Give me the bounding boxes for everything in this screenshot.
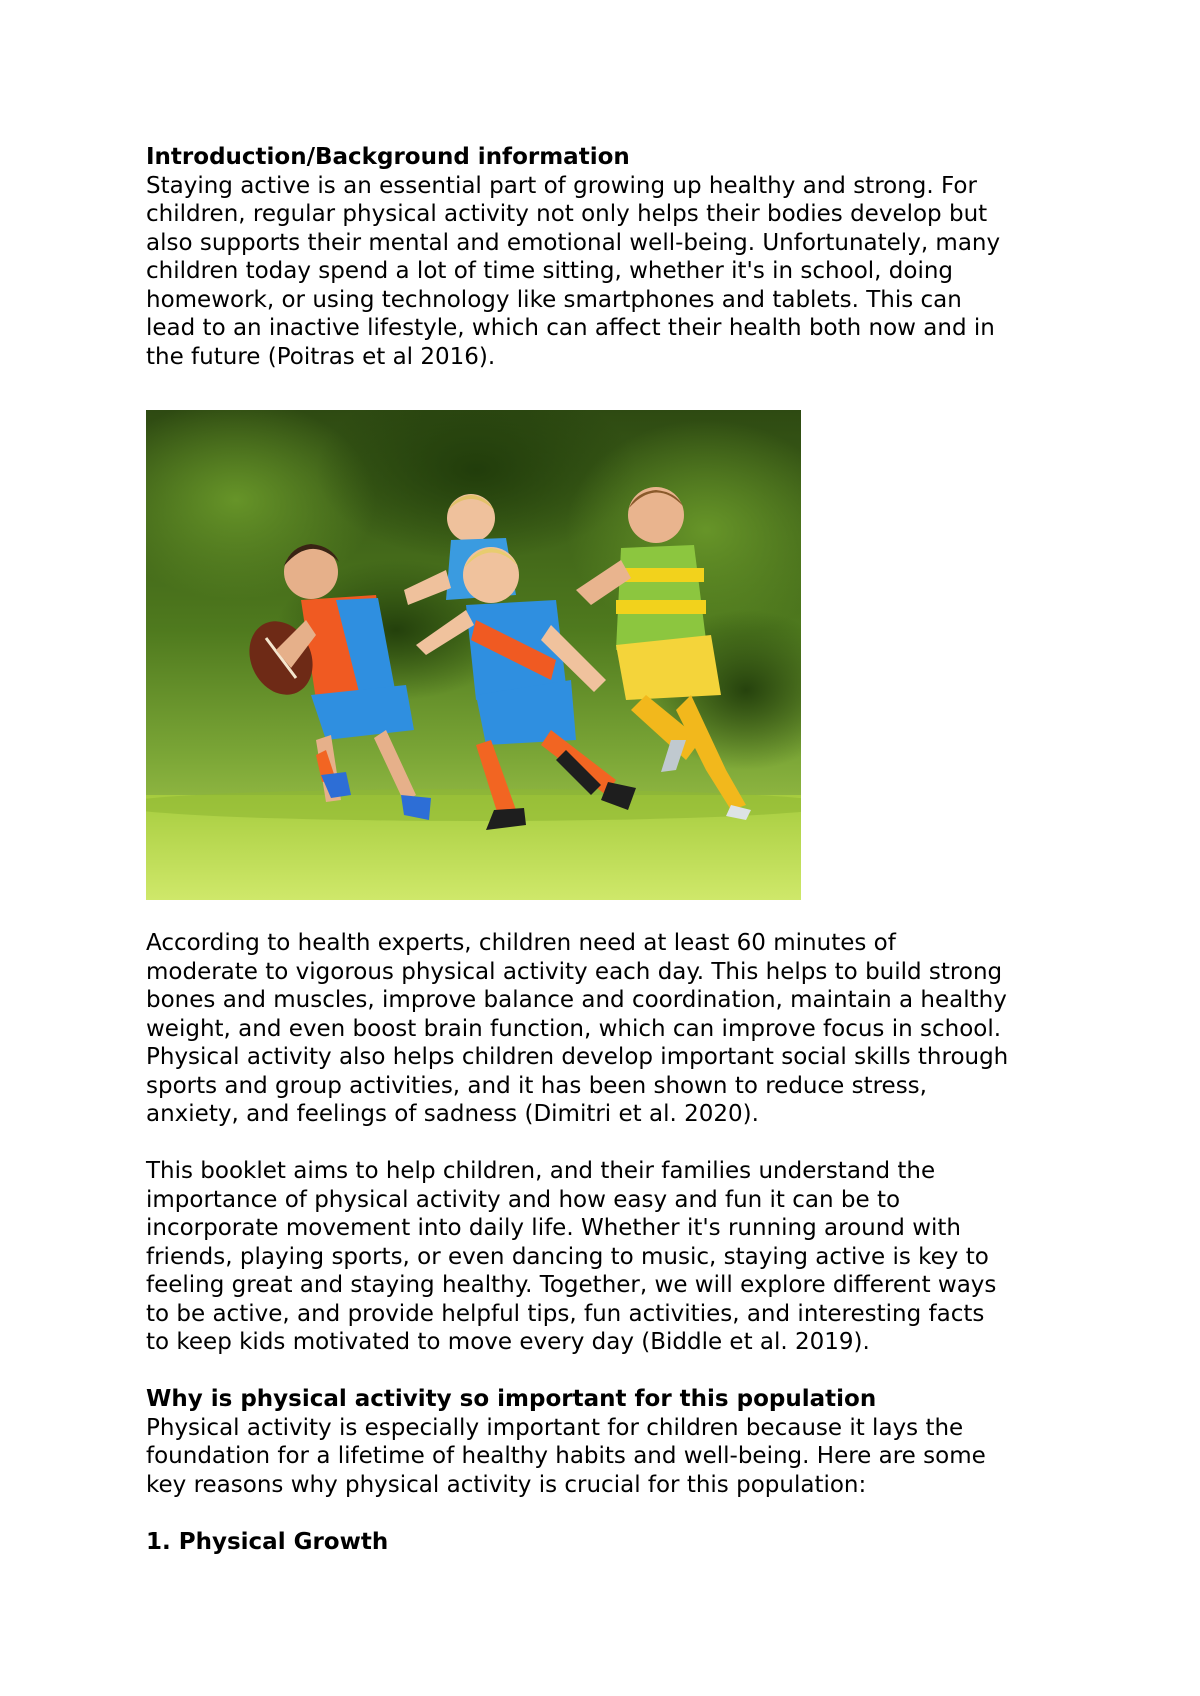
intro-line: homework, or using technology like smartphones and tablets. This can: [146, 286, 962, 313]
experts-line: moderate to vigorous physical activity each day. This helps to build strong: [146, 958, 1003, 985]
intro-paragraph: [146, 172, 1086, 372]
intro-heading: Introduction/Background information: [146, 144, 630, 170]
why-line: foundation for a lifetime of healthy habits and well-being. Here are some: [146, 1443, 986, 1469]
intro-line: the future (Poitras et al 2016).: [146, 343, 496, 370]
document-page: [146, 143, 1086, 1556]
intro-line: Staying active is an essential part of growing up healthy and strong. For: [146, 172, 977, 199]
why-line: key reasons why physical activity is crucial for this population:: [146, 1471, 867, 1498]
booklet-line: to keep kids motivated to move every day (Biddle et al. 2019).: [146, 1329, 870, 1355]
booklet-line: feeling great and staying healthy. Together, we will explore different ways: [146, 1272, 997, 1298]
booklet-line: to be active, and provide helpful tips, fun activities, and interesting facts: [146, 1300, 985, 1327]
experts-line: According to health experts, children need at least 60 minutes of: [146, 930, 896, 956]
why-heading: Why is physical activity so important for this population: [146, 1386, 877, 1412]
intro-line: lead to an inactive lifestyle, which can affect their health both now and in: [146, 315, 995, 341]
booklet-line: friends, playing sports, or even dancing to music, staying active is key to: [146, 1243, 989, 1270]
booklet-line: importance of physical activity and how easy and fun it can be to: [146, 1186, 901, 1213]
intro-line: children, regular physical activity not only helps their bodies develop but: [146, 201, 988, 227]
experts-line: anxiety, and feelings of sadness (Dimitri et al. 2020).: [146, 1101, 759, 1127]
experts-line: bones and muscles, improve balance and coordination, maintain a healthy: [146, 987, 1007, 1013]
booklet-paragraph: [146, 1157, 1086, 1357]
why-paragraph: [146, 1414, 1086, 1500]
experts-line: sports and group activities, and it has been shown to reduce stress,: [146, 1072, 927, 1099]
children-playing-photo: [146, 410, 801, 900]
physical-growth-heading: 1. Physical Growth: [146, 1528, 389, 1555]
booklet-line: incorporate movement into daily life. Whether it's running around with: [146, 1215, 962, 1241]
intro-line: also supports their mental and emotional well-being. Unfortunately, many: [146, 229, 1001, 256]
experts-line: weight, and even boost brain function, which can improve focus in school.: [146, 1015, 1002, 1042]
booklet-line: This booklet aims to help children, and their families understand the: [146, 1158, 936, 1184]
experts-paragraph: [146, 929, 1086, 1129]
intro-line: children today spend a lot of time sitting, whether it's in school, doing: [146, 258, 954, 284]
photo-children-playing-football-icon: [146, 410, 801, 900]
why-line: Physical activity is especially important for children because it lays the: [146, 1414, 964, 1441]
experts-line: Physical activity also helps children develop important social skills through: [146, 1044, 1009, 1070]
